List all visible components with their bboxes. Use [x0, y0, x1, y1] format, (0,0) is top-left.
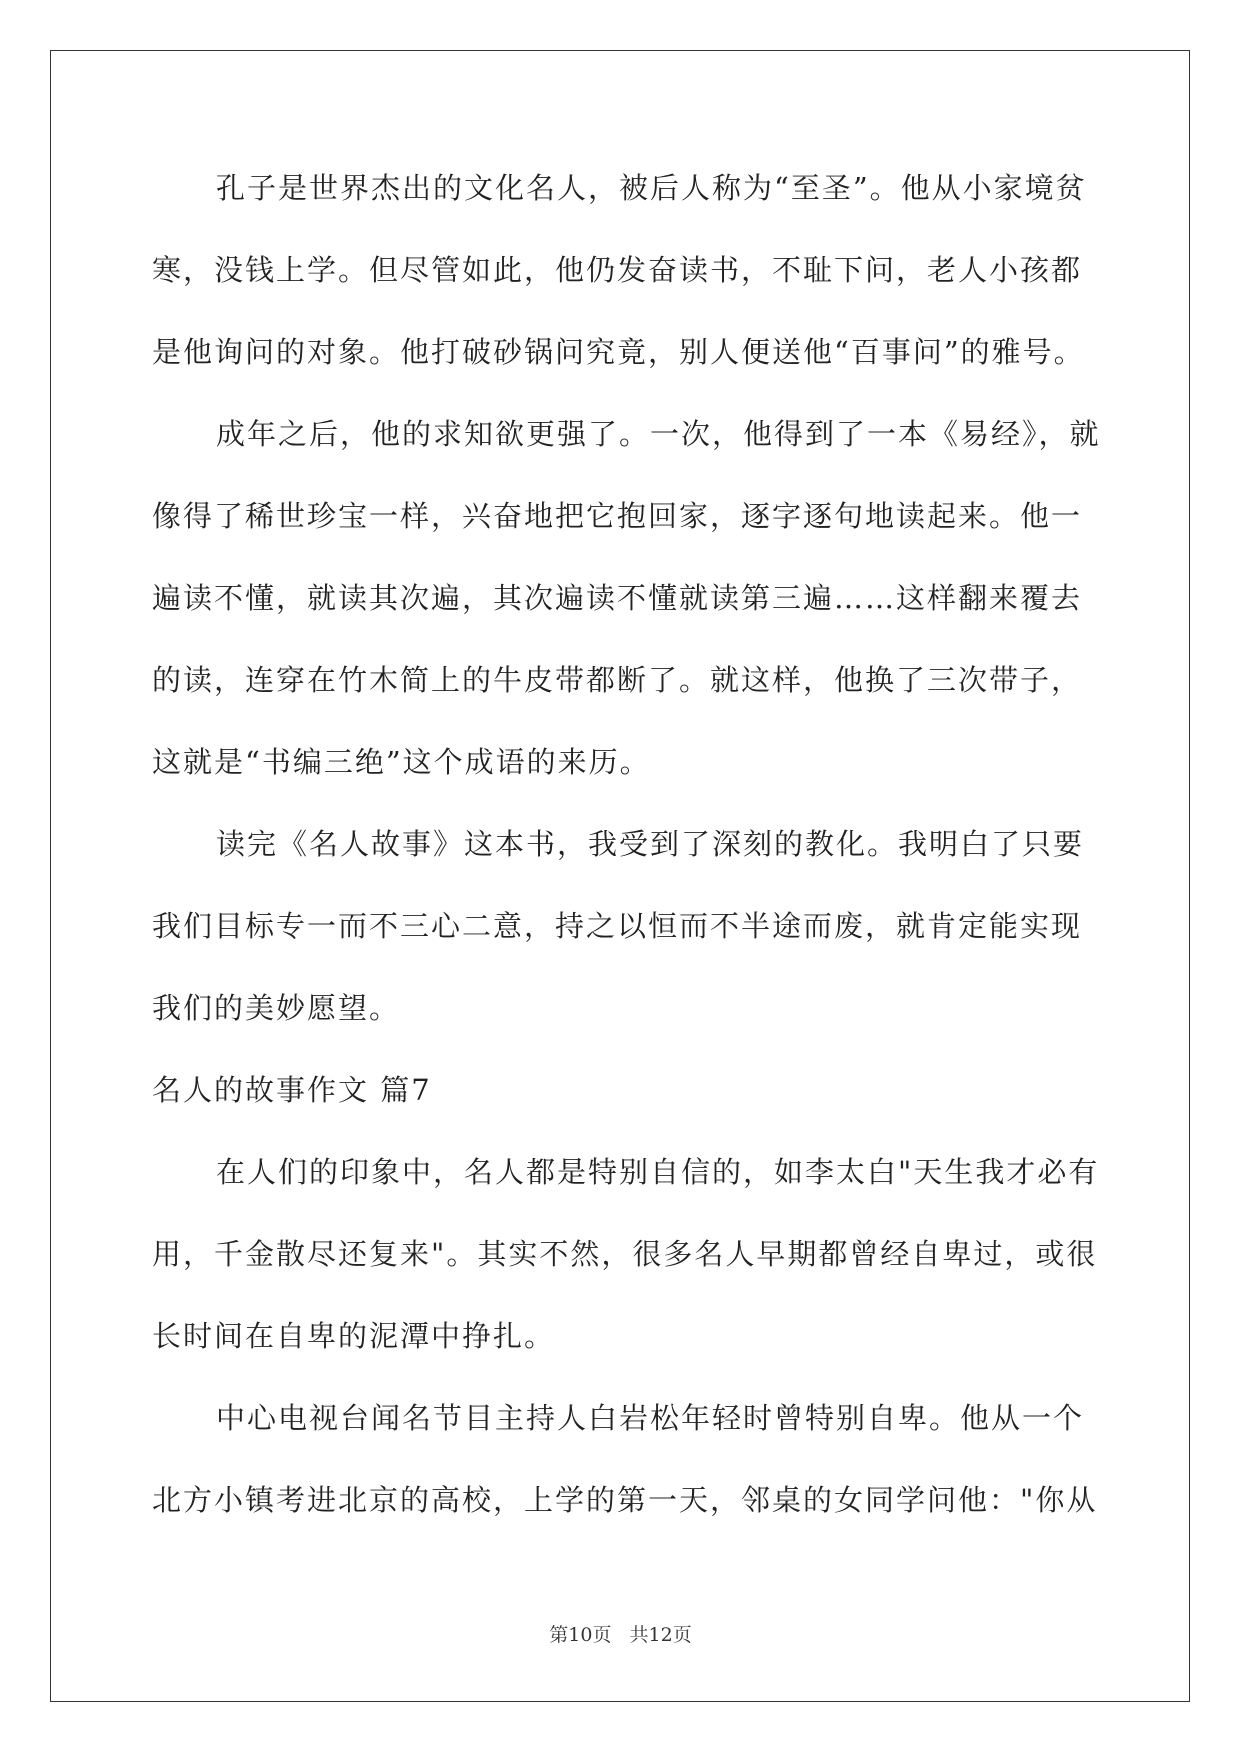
text-line: 长时间在自卑的泥潭中挣扎。 — [152, 1319, 556, 1353]
text-line: 我们目标专一而不三心二意，持之以恒而不半途而废，就肯定能实现 — [152, 909, 1083, 943]
text-line: 这就是“书编三绝”这个成语的来历。 — [152, 745, 651, 779]
text-line: 孔子是世界杰出的文化名人，被后人称为“至圣”。他从小家境贫 — [216, 171, 1087, 205]
text-line: 用，千金散尽还复来"。其实不然，很多名人早期都曾经自卑过，或很 — [152, 1237, 1098, 1271]
page-number: 第10页 — [549, 1624, 612, 1646]
text-line: 是他询问的对象。他打破砂锅问究竟，别人便送他“百事问”的雅号。 — [152, 335, 1085, 369]
text-line: 中心电视台闻名节目主持人白岩松年轻时曾特别自卑。他从一个 — [216, 1401, 1085, 1435]
text-line: 成年之后，他的求知欲更强了。一次，他得到了一本《易经》，就 — [216, 417, 1101, 451]
document-body — [152, 164, 1101, 1558]
text-line: 的读，连穿在竹木简上的牛皮带都断了。就这样，他换了三次带子， — [152, 663, 1083, 697]
text-line: 我们的美妙愿望。 — [152, 991, 401, 1025]
text-line: 北方小镇考进北京的高校，上学的第一天，邻桌的女同学问他："你从 — [152, 1483, 1098, 1517]
text-line: 像得了稀世珍宝一样，兴奋地把它抱回家，逐字逐句地读起来。他一 — [152, 499, 1083, 533]
page-total: 共12页 — [629, 1624, 692, 1646]
page-footer — [0, 1620, 1241, 1647]
text-line: 遍读不懂，就读其次遍，其次遍读不懂就读第三遍……这样翻来覆去 — [152, 581, 1083, 615]
text-line: 在人们的印象中，名人都是特别自信的，如李太白"天生我才必有 — [216, 1155, 1100, 1189]
section-heading: 名人的故事作文 篇7 — [152, 1073, 432, 1107]
text-line: 寒，没钱上学。但尽管如此，他仍发奋读书，不耻下问，老人小孩都 — [152, 253, 1083, 287]
text-line: 读完《名人故事》这本书，我受到了深刻的教化。我明白了只要 — [216, 827, 1085, 861]
